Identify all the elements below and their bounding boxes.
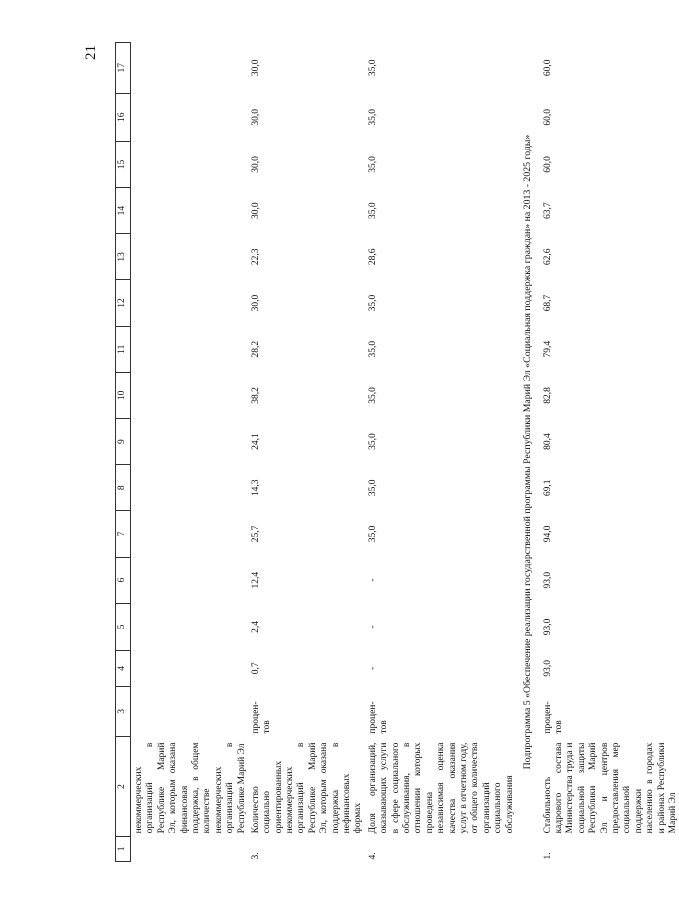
value-cell: 35,0 [367,202,378,219]
value-cell: 35,0 [367,479,378,497]
header-cell: 17 [116,43,131,94]
value-cell: 62,6 [542,248,553,266]
header-cell: 8 [116,465,131,511]
header-cell: 13 [116,234,131,280]
value-cell [131,651,248,687]
value-cell: 14,3 [250,479,261,497]
value-cell: 93,0 [542,571,553,589]
header-cell: 15 [116,141,131,187]
value-cell [131,419,248,465]
value-cell: 28,2 [250,340,261,358]
value-cell: 93,0 [542,660,553,677]
value-cell: 35,0 [367,294,378,312]
value-cell: 93,0 [542,618,553,636]
value-cell [131,465,248,511]
value-cell: 82,8 [542,387,553,404]
row-number: 4. [367,852,378,860]
header-cell: 11 [116,326,131,372]
value-cell: 25,7 [250,525,261,543]
table-row [131,43,248,862]
value-cell: 60,0 [542,156,553,173]
value-cell: - [367,578,378,582]
header-cell: 10 [116,372,131,418]
indicators-table [115,42,679,862]
value-cell: 80,4 [542,433,553,450]
value-cell [131,234,248,280]
value-cell: 30,0 [250,108,261,126]
header-cell: 16 [116,93,131,141]
value-cell: 35,0 [367,340,378,358]
rotated-table-container [115,42,678,862]
value-cell [131,511,248,557]
value-cell [131,188,248,234]
header-cell: 9 [116,419,131,465]
value-cell: 2,4 [250,620,261,633]
value-cell: 60,0 [542,59,553,77]
unit-cell [131,686,248,736]
unit-cell: процен-тов [367,701,390,734]
value-cell [131,93,248,141]
value-cell [131,326,248,372]
value-cell: 79,4 [542,340,553,358]
header-cell: 6 [116,557,131,603]
value-cell: - [367,666,378,670]
header-cell: 7 [116,511,131,557]
value-cell: 35,0 [367,108,378,126]
value-cell [131,43,248,94]
indicator-name: Количество социально ориентированных некоммерческих организаций в Республике Марий Эл, которым оказана поддержка в нефинансовых формах [250,742,364,834]
value-cell: 0,7 [250,662,261,675]
value-cell: 12,4 [250,571,261,589]
value-cell: 94,0 [542,525,553,543]
value-cell: 69,1 [542,479,553,497]
value-cell: 28,6 [367,248,378,266]
value-cell: 35,0 [367,387,378,404]
subprogram-row [516,43,540,862]
value-cell: 35,0 [367,59,378,77]
header-row [116,43,131,862]
value-cell: 35,0 [367,156,378,173]
value-cell: 38,2 [250,387,261,404]
subprogram-title: Подпрограмма 5 «Обеспечение реализации государственной программы Республики Марий Эл «Социальная поддержка граждан» на 2013 - 2025 годы» [521,134,533,770]
table-row [248,43,365,862]
header-cell: 12 [116,280,131,326]
header-cell: 3 [116,686,131,736]
value-cell [131,372,248,418]
header-cell: 4 [116,651,131,687]
value-cell: 30,0 [250,156,261,173]
value-cell [131,280,248,326]
value-cell: 24,1 [250,433,261,450]
value-cell [131,141,248,187]
row-number [131,836,248,861]
value-cell [131,603,248,650]
indicator-name: Стабильность кадрового состава Министерства труда и социальной защиты Республики Марий Эл и центров предоставления мер социальной поддержки населению в городах и районах Республики Марий Эл [542,742,678,834]
header-cell: 5 [116,603,131,650]
value-cell: 60,0 [542,108,553,126]
value-cell: 35,0 [367,525,378,543]
value-cell: 30,0 [250,294,261,312]
table-body [131,43,679,862]
unit-cell: процен-тов [542,701,565,734]
header-cell: 2 [116,737,131,837]
value-cell: - [367,625,378,629]
header-cell: 1 [116,836,131,861]
row-number: 1. [542,852,553,860]
value-cell: 22,3 [250,248,261,266]
value-cell: 63,7 [542,202,553,219]
value-cell: 30,0 [250,59,261,77]
unit-cell: процен-тов [250,701,273,734]
indicator-name: Доля организаций, оказывающих услуги в сфере социального обслуживания, в отношении которых проведена независимая оценка качества оказания услуг в отчетном году, от общего количества организаций социального обслуживания [367,742,515,834]
value-cell: 68,7 [542,294,553,312]
value-cell [131,557,248,603]
table-row [365,43,516,862]
table-row [540,43,679,862]
row-number: 3. [250,852,261,860]
header-cell: 14 [116,188,131,234]
value-cell: 35,0 [367,433,378,450]
page-number: 21 [83,45,99,60]
value-cell: 30,0 [250,202,261,219]
indicator-name: некоммерческих организаций в Республике Марий Эл, которым оказана финансовая поддержка, в общем количестве некоммерческих организаций в Республике Марий Эл [134,742,247,834]
